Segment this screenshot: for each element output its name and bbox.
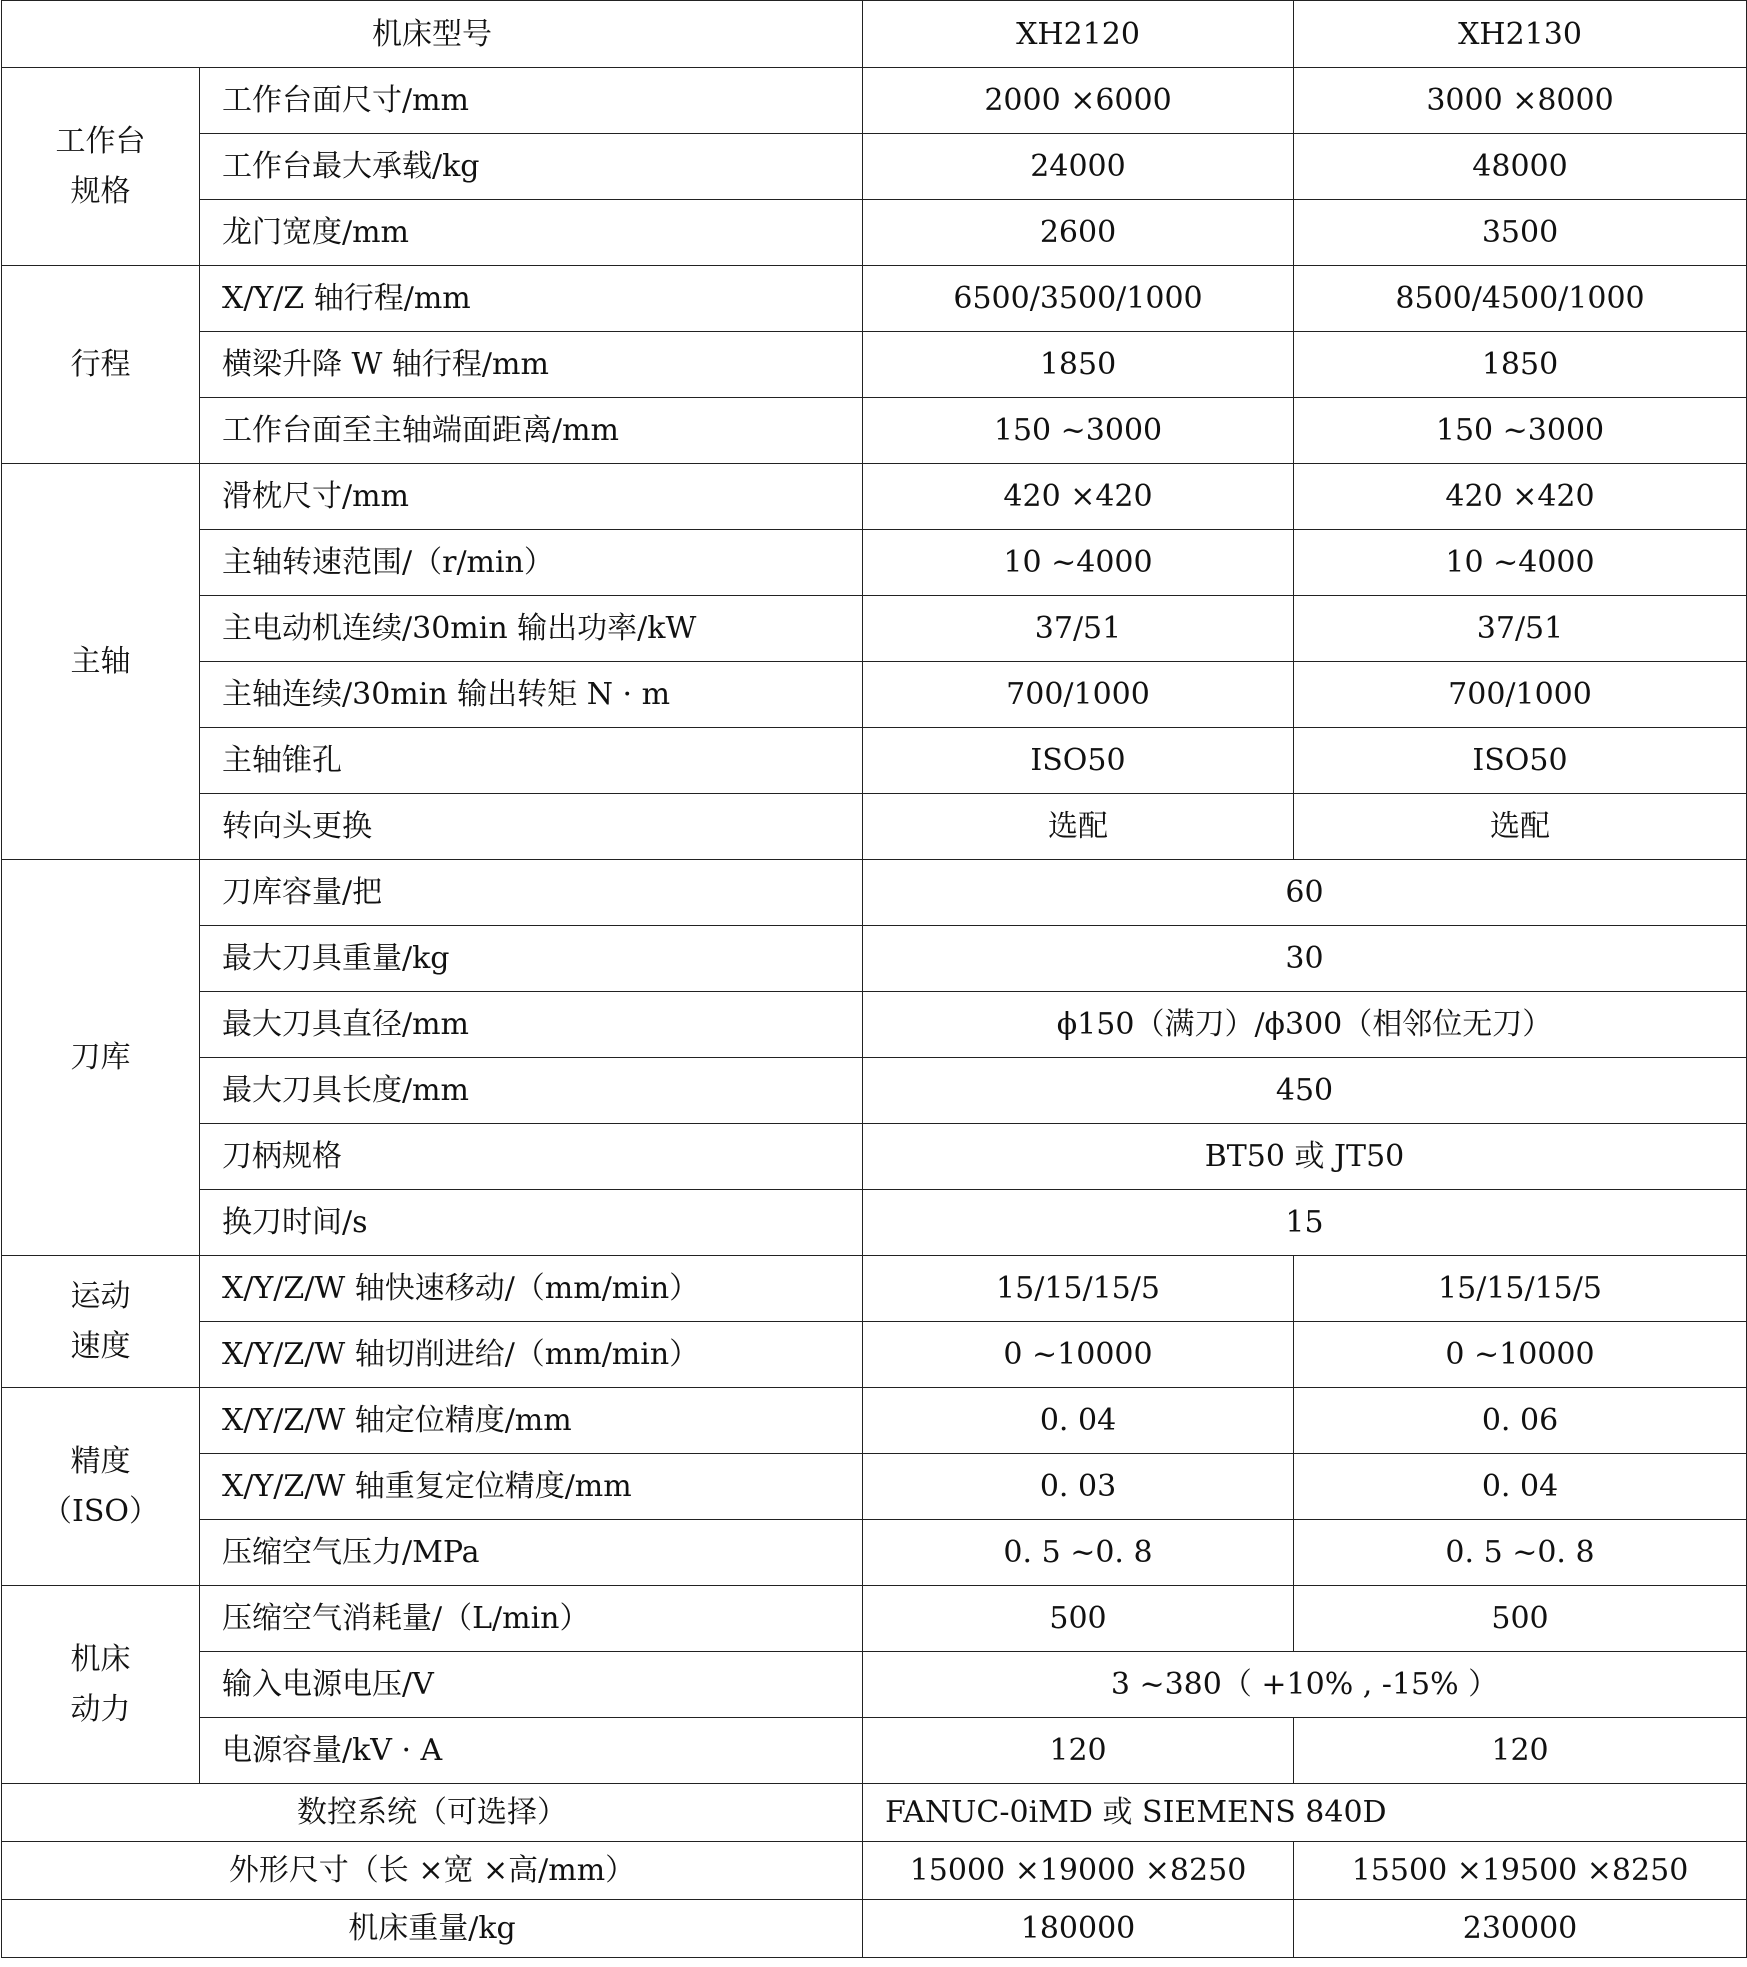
spec-table bbox=[1, 0, 1747, 1958]
value-cell-model-1: ISO50 bbox=[863, 728, 1294, 794]
category-label-line: 主轴 bbox=[70, 643, 131, 679]
parameter-cell: X/Y/Z 轴行程/mm bbox=[200, 266, 863, 332]
category-label-line: 工作台 bbox=[55, 124, 146, 159]
category-cell bbox=[2, 68, 200, 266]
parameter-cell: 换刀时间/s bbox=[200, 1190, 863, 1256]
parameter-cell: 主电动机连续/30min 输出功率/kW bbox=[200, 596, 863, 662]
value-cell-model-2: 700/1000 bbox=[1294, 662, 1747, 728]
value-cell-model-2: 1850 bbox=[1294, 332, 1747, 398]
value-cell-model-1: 700/1000 bbox=[863, 662, 1294, 728]
footer-row bbox=[2, 1784, 1747, 1842]
table-row bbox=[2, 1652, 1747, 1718]
value-cell-model-1: 180000 bbox=[863, 1900, 1294, 1958]
parameter-cell: 刀柄规格 bbox=[200, 1124, 863, 1190]
parameter-cell: 工作台面至主轴端面距离/mm bbox=[200, 398, 863, 464]
table-row bbox=[2, 464, 1747, 530]
shared-value-cell: BT50 或 JT50 bbox=[863, 1124, 1747, 1190]
footer-row bbox=[2, 1842, 1747, 1900]
value-cell-model-1: 150 ~3000 bbox=[863, 398, 1294, 464]
table-row bbox=[2, 1718, 1747, 1784]
header-label: 机床型号 bbox=[2, 1, 863, 68]
category-label-line: 速度 bbox=[70, 1328, 131, 1364]
category-label-line: 规格 bbox=[70, 173, 131, 209]
shared-value-cell: 3 ~380（ +10% , -15% ） bbox=[863, 1652, 1747, 1718]
table-row bbox=[2, 992, 1747, 1058]
parameter-cell: 主轴转速范围/（r/min） bbox=[200, 530, 863, 596]
value-cell-model-1: 6500/3500/1000 bbox=[863, 266, 1294, 332]
category-cell bbox=[2, 1388, 200, 1586]
value-cell-model-2: 0. 04 bbox=[1294, 1454, 1747, 1520]
shared-value-cell: 15 bbox=[863, 1190, 1747, 1256]
parameter-cell: X/Y/Z/W 轴定位精度/mm bbox=[200, 1388, 863, 1454]
table-row bbox=[2, 398, 1747, 464]
value-cell-model-2: 3000 ×8000 bbox=[1294, 68, 1747, 134]
parameter-cell: 电源容量/kV · A bbox=[200, 1718, 863, 1784]
value-cell-model-2: 3500 bbox=[1294, 200, 1747, 266]
header-row bbox=[2, 1, 1747, 68]
category-label-line: 动力 bbox=[70, 1691, 131, 1727]
category-cell bbox=[2, 860, 200, 1256]
value-cell-model-1: 37/51 bbox=[863, 596, 1294, 662]
value-cell-model-1: 500 bbox=[863, 1586, 1294, 1652]
parameter-cell: X/Y/Z/W 轴重复定位精度/mm bbox=[200, 1454, 863, 1520]
category-label-line: 精度 bbox=[70, 1444, 131, 1479]
table-row bbox=[2, 662, 1747, 728]
parameter-cell: 工作台面尺寸/mm bbox=[200, 68, 863, 134]
value-cell-model-1: 0 ~10000 bbox=[863, 1322, 1294, 1388]
value-cell-model-2: 420 ×420 bbox=[1294, 464, 1747, 530]
parameter-cell: 主轴锥孔 bbox=[200, 728, 863, 794]
parameter-cell: 最大刀具长度/mm bbox=[200, 1058, 863, 1124]
value-cell-model-2: 0 ~10000 bbox=[1294, 1322, 1747, 1388]
category-cell bbox=[2, 464, 200, 860]
value-cell-model-2: 15/15/15/5 bbox=[1294, 1256, 1747, 1322]
shared-value-cell: 450 bbox=[863, 1058, 1747, 1124]
footer-label-cell: 数控系统（可选择） bbox=[2, 1784, 863, 1842]
table-row bbox=[2, 860, 1747, 926]
parameter-cell: 压缩空气消耗量/（L/min） bbox=[200, 1586, 863, 1652]
parameter-cell: 压缩空气压力/MPa bbox=[200, 1520, 863, 1586]
category-cell bbox=[2, 266, 200, 464]
table-row bbox=[2, 1058, 1747, 1124]
footer-row bbox=[2, 1900, 1747, 1958]
value-cell-model-2: 48000 bbox=[1294, 134, 1747, 200]
table-row bbox=[2, 1256, 1747, 1322]
spec-table-body bbox=[2, 1, 1747, 1958]
table-row bbox=[2, 794, 1747, 860]
table-row bbox=[2, 332, 1747, 398]
value-cell-model-2: 15500 ×19500 ×8250 bbox=[1294, 1842, 1747, 1900]
table-row bbox=[2, 1454, 1747, 1520]
value-cell-model-1: 2600 bbox=[863, 200, 1294, 266]
parameter-cell: 龙门宽度/mm bbox=[200, 200, 863, 266]
shared-value-cell: 30 bbox=[863, 926, 1747, 992]
table-row bbox=[2, 530, 1747, 596]
value-cell-model-2: 0. 06 bbox=[1294, 1388, 1747, 1454]
value-cell-model-1: 10 ~4000 bbox=[863, 530, 1294, 596]
parameter-cell: 刀库容量/把 bbox=[200, 860, 863, 926]
parameter-cell: 主轴连续/30min 输出转矩 N · m bbox=[200, 662, 863, 728]
category-cell bbox=[2, 1256, 200, 1388]
parameter-cell: X/Y/Z/W 轴切削进给/（mm/min） bbox=[200, 1322, 863, 1388]
parameter-cell: 工作台最大承载/kg bbox=[200, 134, 863, 200]
value-cell-model-2: ISO50 bbox=[1294, 728, 1747, 794]
table-row bbox=[2, 1322, 1747, 1388]
table-row bbox=[2, 1388, 1747, 1454]
shared-value-cell: ϕ150（满刀）/ϕ300（相邻位无刀） bbox=[863, 992, 1747, 1058]
value-cell-model-2: 37/51 bbox=[1294, 596, 1747, 662]
value-cell-model-1: 120 bbox=[863, 1718, 1294, 1784]
category-cell bbox=[2, 1586, 200, 1784]
table-row bbox=[2, 596, 1747, 662]
parameter-cell: 最大刀具直径/mm bbox=[200, 992, 863, 1058]
table-row bbox=[2, 728, 1747, 794]
value-cell-model-1: 0. 5 ~0. 8 bbox=[863, 1520, 1294, 1586]
value-cell-model-2: 120 bbox=[1294, 1718, 1747, 1784]
value-cell-model-1: 15000 ×19000 ×8250 bbox=[863, 1842, 1294, 1900]
category-label-line: 刀库 bbox=[70, 1039, 131, 1075]
table-row bbox=[2, 134, 1747, 200]
value-cell-model-2: 0. 5 ~0. 8 bbox=[1294, 1520, 1747, 1586]
category-label-line: 行程 bbox=[70, 346, 131, 382]
parameter-cell: 输入电源电压/V bbox=[200, 1652, 863, 1718]
value-cell-model-1: 选配 bbox=[863, 794, 1294, 860]
value-cell-model-2: 150 ~3000 bbox=[1294, 398, 1747, 464]
table-row bbox=[2, 266, 1747, 332]
value-cell-model-1: 15/15/15/5 bbox=[863, 1256, 1294, 1322]
shared-value-cell: 60 bbox=[863, 860, 1747, 926]
parameter-cell: 转向头更换 bbox=[200, 794, 863, 860]
table-row bbox=[2, 926, 1747, 992]
table-row bbox=[2, 200, 1747, 266]
value-cell-model-2: 8500/4500/1000 bbox=[1294, 266, 1747, 332]
category-label-line: 机床 bbox=[70, 1642, 131, 1677]
header-model-2: XH2130 bbox=[1294, 1, 1747, 68]
value-cell-model-2: 10 ~4000 bbox=[1294, 530, 1747, 596]
table-row bbox=[2, 68, 1747, 134]
parameter-cell: 最大刀具重量/kg bbox=[200, 926, 863, 992]
table-row bbox=[2, 1190, 1747, 1256]
value-cell-model-1: 2000 ×6000 bbox=[863, 68, 1294, 134]
header-model-1: XH2120 bbox=[863, 1, 1294, 68]
category-label-line: （ISO） bbox=[42, 1493, 159, 1529]
value-cell-model-2: 选配 bbox=[1294, 794, 1747, 860]
value-cell-model-2: 500 bbox=[1294, 1586, 1747, 1652]
footer-label-cell: 机床重量/kg bbox=[2, 1900, 863, 1958]
parameter-cell: 横梁升降 W 轴行程/mm bbox=[200, 332, 863, 398]
value-cell-model-1: 420 ×420 bbox=[863, 464, 1294, 530]
table-row bbox=[2, 1586, 1747, 1652]
parameter-cell: X/Y/Z/W 轴快速移动/（mm/min） bbox=[200, 1256, 863, 1322]
parameter-cell: 滑枕尺寸/mm bbox=[200, 464, 863, 530]
table-row bbox=[2, 1124, 1747, 1190]
value-cell-model-1: 0. 04 bbox=[863, 1388, 1294, 1454]
category-label-line: 运动 bbox=[70, 1279, 131, 1314]
value-cell-model-2: 230000 bbox=[1294, 1900, 1747, 1958]
table-row bbox=[2, 1520, 1747, 1586]
value-cell-model-1: 24000 bbox=[863, 134, 1294, 200]
value-cell-model-1: 0. 03 bbox=[863, 1454, 1294, 1520]
shared-value-cell: FANUC-0iMD 或 SIEMENS 840D bbox=[863, 1784, 1747, 1842]
footer-label-cell: 外形尺寸（长 ×宽 ×高/mm） bbox=[2, 1842, 863, 1900]
value-cell-model-1: 1850 bbox=[863, 332, 1294, 398]
